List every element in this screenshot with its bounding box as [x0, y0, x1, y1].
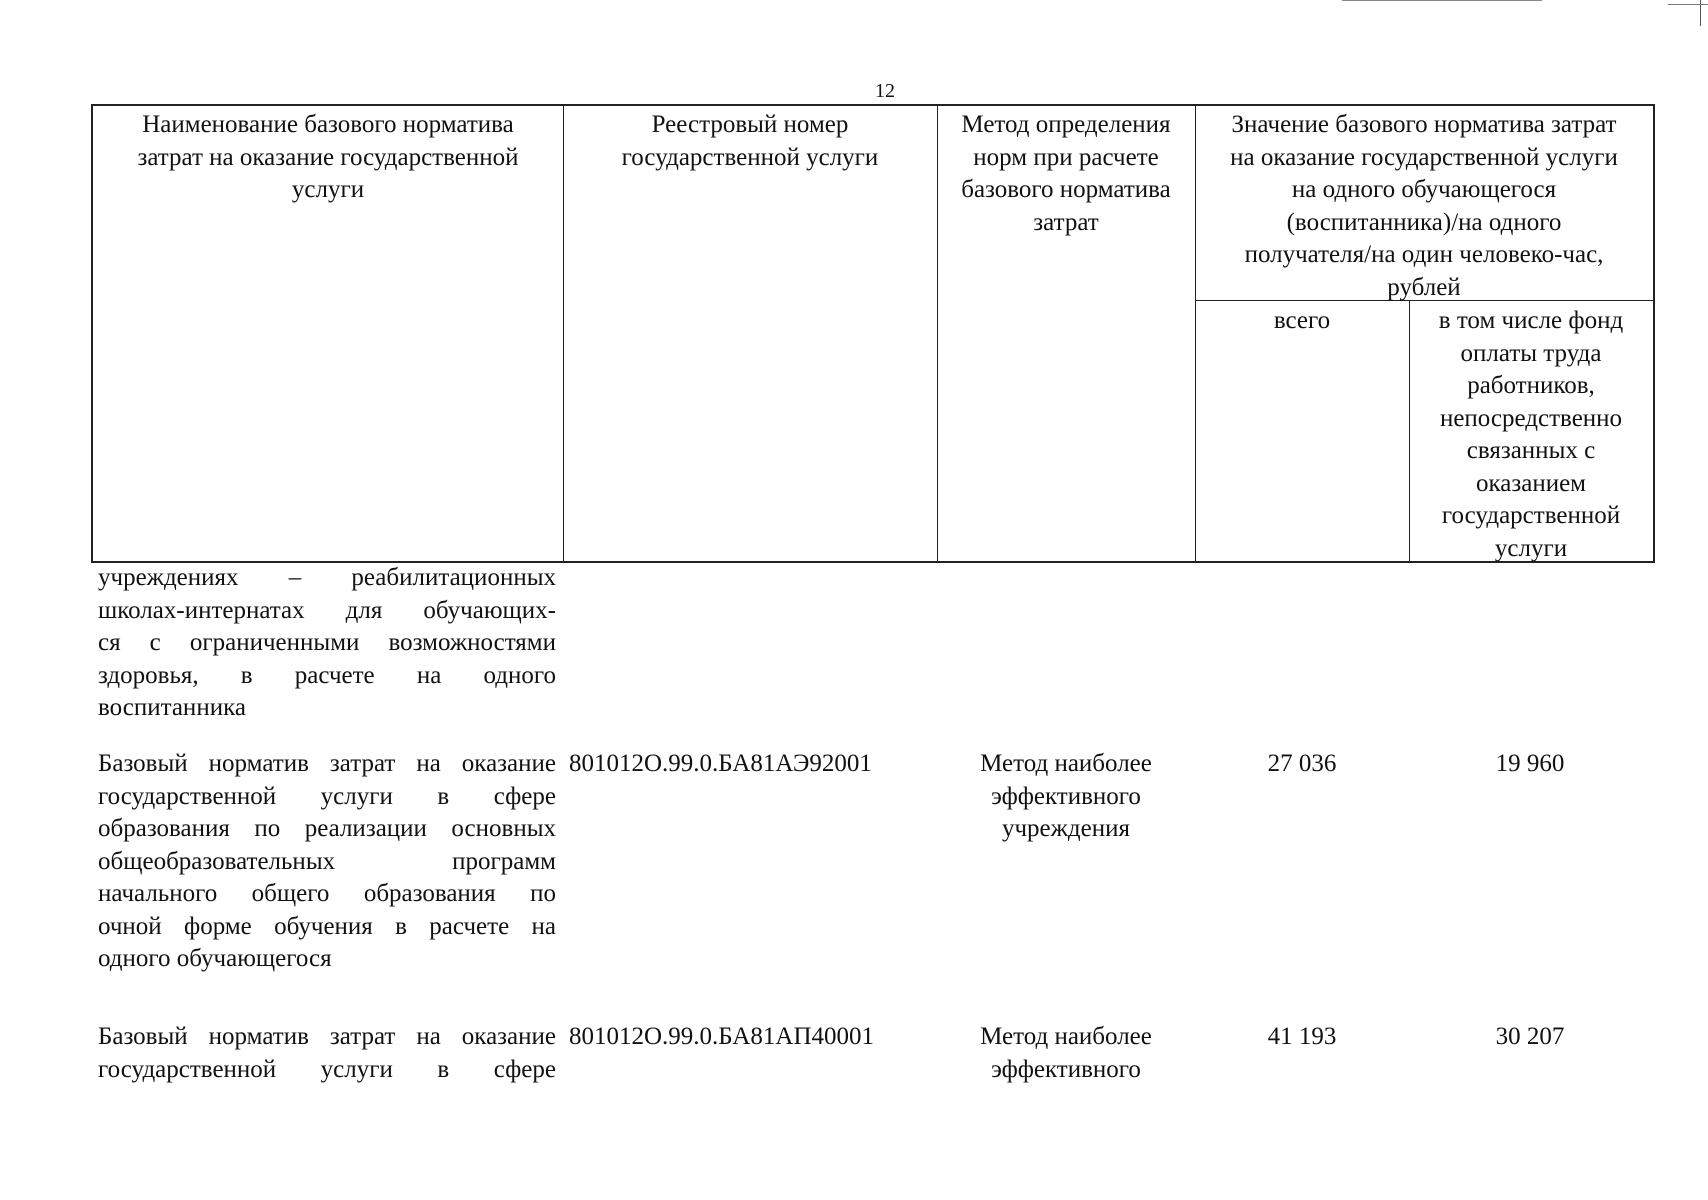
scan-edge-line [1342, 0, 1542, 1]
scan-edge-line [1668, 4, 1708, 5]
value-total: 41 193 [1267, 1023, 1337, 1050]
table-row: учреждениях – реабилитационных школах-интернатах для обучающих- ся с ограниченными возможностями здоровья, в расчете на одного воспитанника [98, 564, 556, 721]
header-method: Метод определения норм при расчете базового норматива затрат [961, 111, 1171, 236]
method-cell: Метод наиболее эффективного учреждения [980, 750, 1152, 842]
header-total: всего [1273, 307, 1331, 334]
table-header [91, 104, 1655, 563]
value-fund: 30 207 [1495, 1023, 1565, 1050]
value-fund: 19 960 [1495, 750, 1565, 777]
column-divider [563, 106, 564, 561]
page-number: 12 [875, 80, 895, 102]
method-cell: Метод наиболее эффективного [980, 1023, 1152, 1083]
registry-number: 801012О.99.0.БА81АП40001 [569, 1023, 874, 1050]
table-row: Базовый норматив затрат на оказание государственной услуги в сфере образования по реализации основных общеобразовательных программ начального общего образования по очной форме обучения в расчете на одного обучающегося [98, 750, 556, 972]
header-registry: Реестровый номер государственной услуги [621, 111, 879, 171]
header-fund: в том числе фонд оплаты труда работников, непосредственно связанных с оказанием государственной услуги [1438, 307, 1624, 562]
header-value: Значение базового норматива затрат на оказание государственной услуги на одного обучающегося (воспитанника)/на одного получателя/на один человеко-час, рублей [1230, 111, 1618, 301]
value-total: 27 036 [1267, 750, 1337, 777]
table-row: Базовый норматив затрат на оказание государственной услуги в сфере [98, 1023, 556, 1083]
registry-number: 801012О.99.0.БА81АЭ92001 [569, 750, 872, 777]
header-name: Наименование базового норматива затрат на оказание государственной услуги [137, 111, 519, 203]
